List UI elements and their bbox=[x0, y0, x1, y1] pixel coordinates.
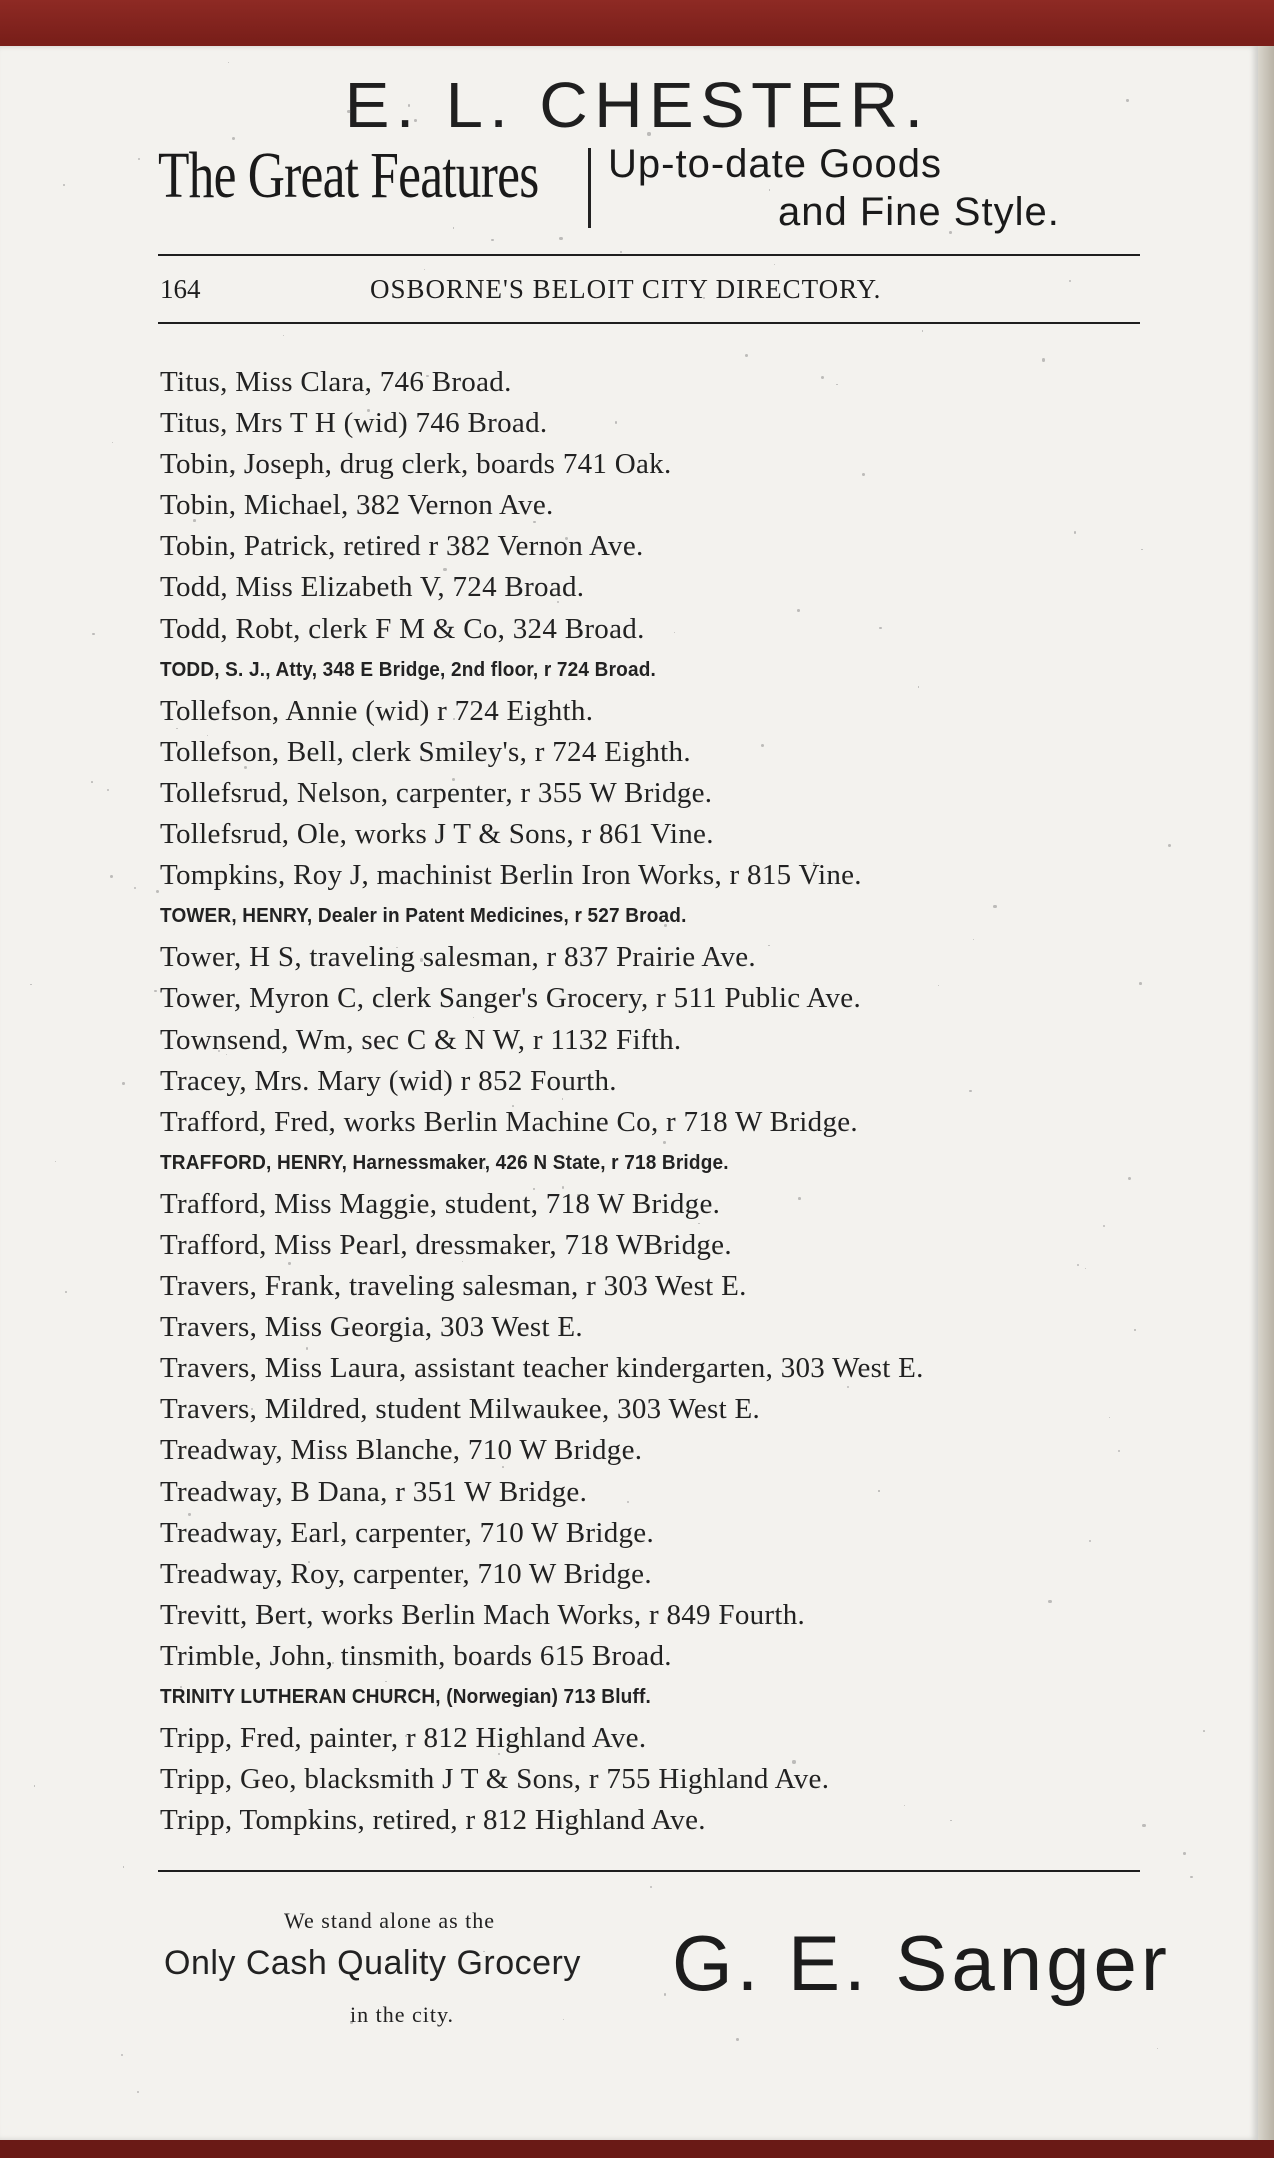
paper-speck bbox=[557, 1779, 559, 1781]
paper-speck bbox=[453, 718, 455, 720]
directory-entry: Tripp, Tompkins, retired, r 812 Highland Ave. bbox=[160, 1804, 706, 1837]
directory-entry-business: TOWER, HENRY, Dealer in Patent Medicines, r 527 Broad. bbox=[160, 905, 687, 928]
paper-speck bbox=[405, 1735, 407, 1737]
header-ad-line1: Up-to-date Goods bbox=[608, 142, 942, 186]
paper-speck bbox=[491, 239, 494, 242]
directory-entry: Trevitt, Bert, works Berlin Mach Works, r 849 Fourth. bbox=[160, 1598, 806, 1631]
paper-speck bbox=[1183, 1852, 1186, 1855]
directory-entry-business: TODD, S. J., Atty, 348 E Bridge, 2nd floor, r 724 Broad. bbox=[160, 658, 656, 681]
directory-listing bbox=[160, 362, 1160, 1841]
directory-entry: Trafford, Fred, works Berlin Machine Co, r 718 W Bridge. bbox=[160, 1105, 858, 1138]
paper-speck bbox=[1118, 1450, 1120, 1452]
paper-speck bbox=[1048, 1600, 1051, 1603]
header-ad-divider bbox=[588, 148, 591, 228]
paper-speck bbox=[1069, 280, 1071, 282]
paper-speck bbox=[878, 1490, 879, 1491]
paper-speck bbox=[188, 1513, 190, 1515]
header-ad-name: E. L. CHESTER. bbox=[344, 69, 930, 141]
paper-speck bbox=[226, 1054, 227, 1055]
directory-entry: Travers, Miss Laura, assistant teacher kindergarten, 303 West E. bbox=[160, 1352, 924, 1385]
directory-entry: Tripp, Fred, painter, r 812 Highland Ave. bbox=[160, 1722, 647, 1755]
directory-entry: Townsend, Wm, sec C & N W, r 1132 Fifth. bbox=[160, 1023, 682, 1056]
paper-speck bbox=[1042, 358, 1045, 361]
paper-speck bbox=[1142, 1824, 1145, 1827]
directory-entry: Travers, Miss Georgia, 303 West E. bbox=[160, 1311, 583, 1344]
paper-speck bbox=[121, 2054, 123, 2056]
directory-entry: Tollefsrud, Nelson, carpenter, r 355 W Bridge. bbox=[160, 776, 713, 809]
paper-speck bbox=[498, 125, 500, 127]
paper-speck bbox=[922, 330, 924, 332]
paper-speck bbox=[1089, 1540, 1091, 1542]
directory-entry: Tobin, Patrick, retired r 382 Vernon Ave. bbox=[160, 530, 644, 563]
paper-speck bbox=[347, 110, 350, 113]
directory-entry: Tobin, Joseph, drug clerk, boards 741 Oak. bbox=[160, 448, 672, 481]
header-ad-line2: and Fine Style. bbox=[778, 190, 1060, 234]
paper-speck bbox=[91, 781, 93, 783]
header-ad-tagline: The Great Features bbox=[158, 139, 539, 212]
directory-entry: Treadway, B Dana, r 351 W Bridge. bbox=[160, 1475, 588, 1508]
directory-entry: Trafford, Miss Pearl, dressmaker, 718 WBridge. bbox=[160, 1228, 732, 1261]
directory-entry-business: TRAFFORD, HENRY, Harnessmaker, 426 N State, r 718 Bridge. bbox=[160, 1151, 729, 1174]
paper-speck bbox=[122, 1082, 125, 1085]
paper-speck bbox=[798, 1197, 801, 1200]
directory-entry: Tower, H S, traveling salesman, r 837 Prairie Ave. bbox=[160, 941, 756, 974]
paper-speck bbox=[332, 1662, 334, 1664]
paper-speck bbox=[512, 1616, 515, 1619]
paper-speck bbox=[768, 945, 770, 947]
paper-speck bbox=[562, 1186, 564, 1188]
footer-rule bbox=[158, 1870, 1140, 1872]
directory-entry: Tollefsrud, Ole, works J T & Sons, r 861 Vine. bbox=[160, 818, 714, 851]
paper-speck bbox=[396, 947, 397, 948]
paper-speck bbox=[533, 521, 535, 523]
paper-speck bbox=[615, 421, 617, 423]
paper-speck bbox=[283, 335, 284, 336]
directory-entry: Titus, Mrs T H (wid) 746 Broad. bbox=[160, 407, 548, 440]
directory-entry: Treadway, Earl, carpenter, 710 W Bridge. bbox=[160, 1516, 655, 1549]
directory-entry: Tobin, Michael, 382 Vernon Ave. bbox=[160, 489, 554, 522]
paper-speck bbox=[251, 1408, 253, 1410]
footer-ad-line2: Only Cash Quality Grocery bbox=[164, 1944, 581, 1982]
paper-speck bbox=[110, 875, 113, 878]
directory-entry: Todd, Miss Elizabeth V, 724 Broad. bbox=[160, 571, 585, 604]
paper-speck bbox=[367, 409, 370, 412]
paper-speck bbox=[207, 735, 208, 736]
directory-entry: Treadway, Miss Blanche, 710 W Bridge. bbox=[160, 1434, 643, 1467]
paper-speck bbox=[1168, 844, 1171, 847]
paper-speck bbox=[1074, 531, 1077, 534]
paper-speck bbox=[502, 1466, 504, 1468]
paper-speck bbox=[792, 1760, 795, 1763]
directory-entry: Tracey, Mrs. Mary (wid) r 852 Fourth. bbox=[160, 1064, 617, 1097]
footer-ad-line3: in the city. bbox=[350, 2002, 455, 2027]
paper-speck bbox=[350, 2021, 353, 2024]
paper-speck bbox=[232, 470, 235, 473]
directory-entry: Tompkins, Roy J, machinist Berlin Iron Works, r 815 Vine. bbox=[160, 859, 862, 892]
directory-entry: Tripp, Geo, blacksmith J T & Sons, r 755 Highland Ave. bbox=[160, 1763, 830, 1796]
directory-entry-business: TRINITY LUTHERAN CHURCH, (Norwegian) 713 Bluff. bbox=[160, 1686, 651, 1708]
paper-speck bbox=[1134, 1329, 1135, 1330]
paper-speck bbox=[426, 375, 428, 377]
running-head-title: OSBORNE'S BELOIT CITY DIRECTORY. bbox=[370, 274, 882, 304]
paper-speck bbox=[813, 862, 815, 864]
paper-speck bbox=[1126, 99, 1128, 101]
footer-ad-name: G. E. Sanger bbox=[672, 1919, 1171, 2007]
paper-speck bbox=[63, 184, 65, 186]
paper-speck bbox=[385, 1681, 387, 1683]
paper-speck bbox=[993, 905, 996, 908]
paper-speck bbox=[154, 990, 157, 993]
paper-speck bbox=[228, 62, 229, 63]
paper-speck bbox=[452, 778, 455, 781]
paper-speck bbox=[627, 1501, 629, 1503]
paper-speck bbox=[193, 519, 196, 522]
paper-speck bbox=[306, 1347, 308, 1349]
paper-speck bbox=[34, 1785, 35, 1786]
paper-speck bbox=[533, 1188, 534, 1189]
footer-ad-line1: We stand alone as the bbox=[284, 1908, 496, 1933]
directory-entry: Travers, Mildred, student Milwaukee, 303 West E. bbox=[160, 1393, 761, 1426]
paper-speck bbox=[647, 132, 650, 135]
directory-entry: Tollefson, Bell, clerk Smiley's, r 724 Eighth. bbox=[160, 735, 691, 768]
directory-entry: Tower, Myron C, clerk Sanger's Grocery, r 511 Public Ave. bbox=[160, 982, 862, 1015]
paper-speck bbox=[414, 119, 417, 122]
paper-speck bbox=[1203, 1730, 1205, 1732]
paper-speck bbox=[288, 1262, 290, 1264]
page-edge bbox=[1258, 46, 1274, 2140]
paper-speck bbox=[321, 1130, 323, 1132]
page-number: 164 bbox=[160, 274, 201, 304]
paper-speck bbox=[218, 1050, 220, 1052]
paper-speck bbox=[774, 264, 775, 265]
paper-speck bbox=[559, 237, 562, 240]
paper-speck bbox=[663, 1141, 666, 1144]
directory-entry: Todd, Robt, clerk F M & Co, 324 Broad. bbox=[160, 612, 645, 645]
paper-speck bbox=[664, 1993, 666, 1995]
header-rule-bottom bbox=[158, 322, 1140, 324]
paper-speck bbox=[462, 1261, 463, 1262]
paper-speck bbox=[408, 104, 410, 106]
directory-entry: Tollefson, Annie (wid) r 724 Eighth. bbox=[160, 694, 594, 727]
paper-speck bbox=[736, 2038, 739, 2041]
directory-entry: Trafford, Miss Maggie, student, 718 W Bridge. bbox=[160, 1187, 721, 1220]
paper-speck bbox=[65, 1291, 67, 1293]
directory-entry: Trimble, John, tinsmith, boards 615 Broad. bbox=[160, 1639, 672, 1672]
header-rule-top bbox=[158, 254, 1140, 256]
directory-entry: Titus, Miss Clara, 746 Broad. bbox=[160, 366, 512, 398]
paper-speck bbox=[615, 1000, 616, 1001]
paper-speck bbox=[949, 231, 952, 234]
directory-entry: Treadway, Roy, carpenter, 710 W Bridge. bbox=[160, 1557, 652, 1590]
paper-speck bbox=[498, 1753, 499, 1754]
paper-speck bbox=[244, 766, 247, 769]
paper-speck bbox=[862, 473, 865, 476]
paper-speck bbox=[797, 609, 800, 612]
directory-entry: Travers, Frank, traveling salesman, r 303 West E. bbox=[160, 1270, 747, 1303]
paper-speck bbox=[483, 1167, 485, 1169]
